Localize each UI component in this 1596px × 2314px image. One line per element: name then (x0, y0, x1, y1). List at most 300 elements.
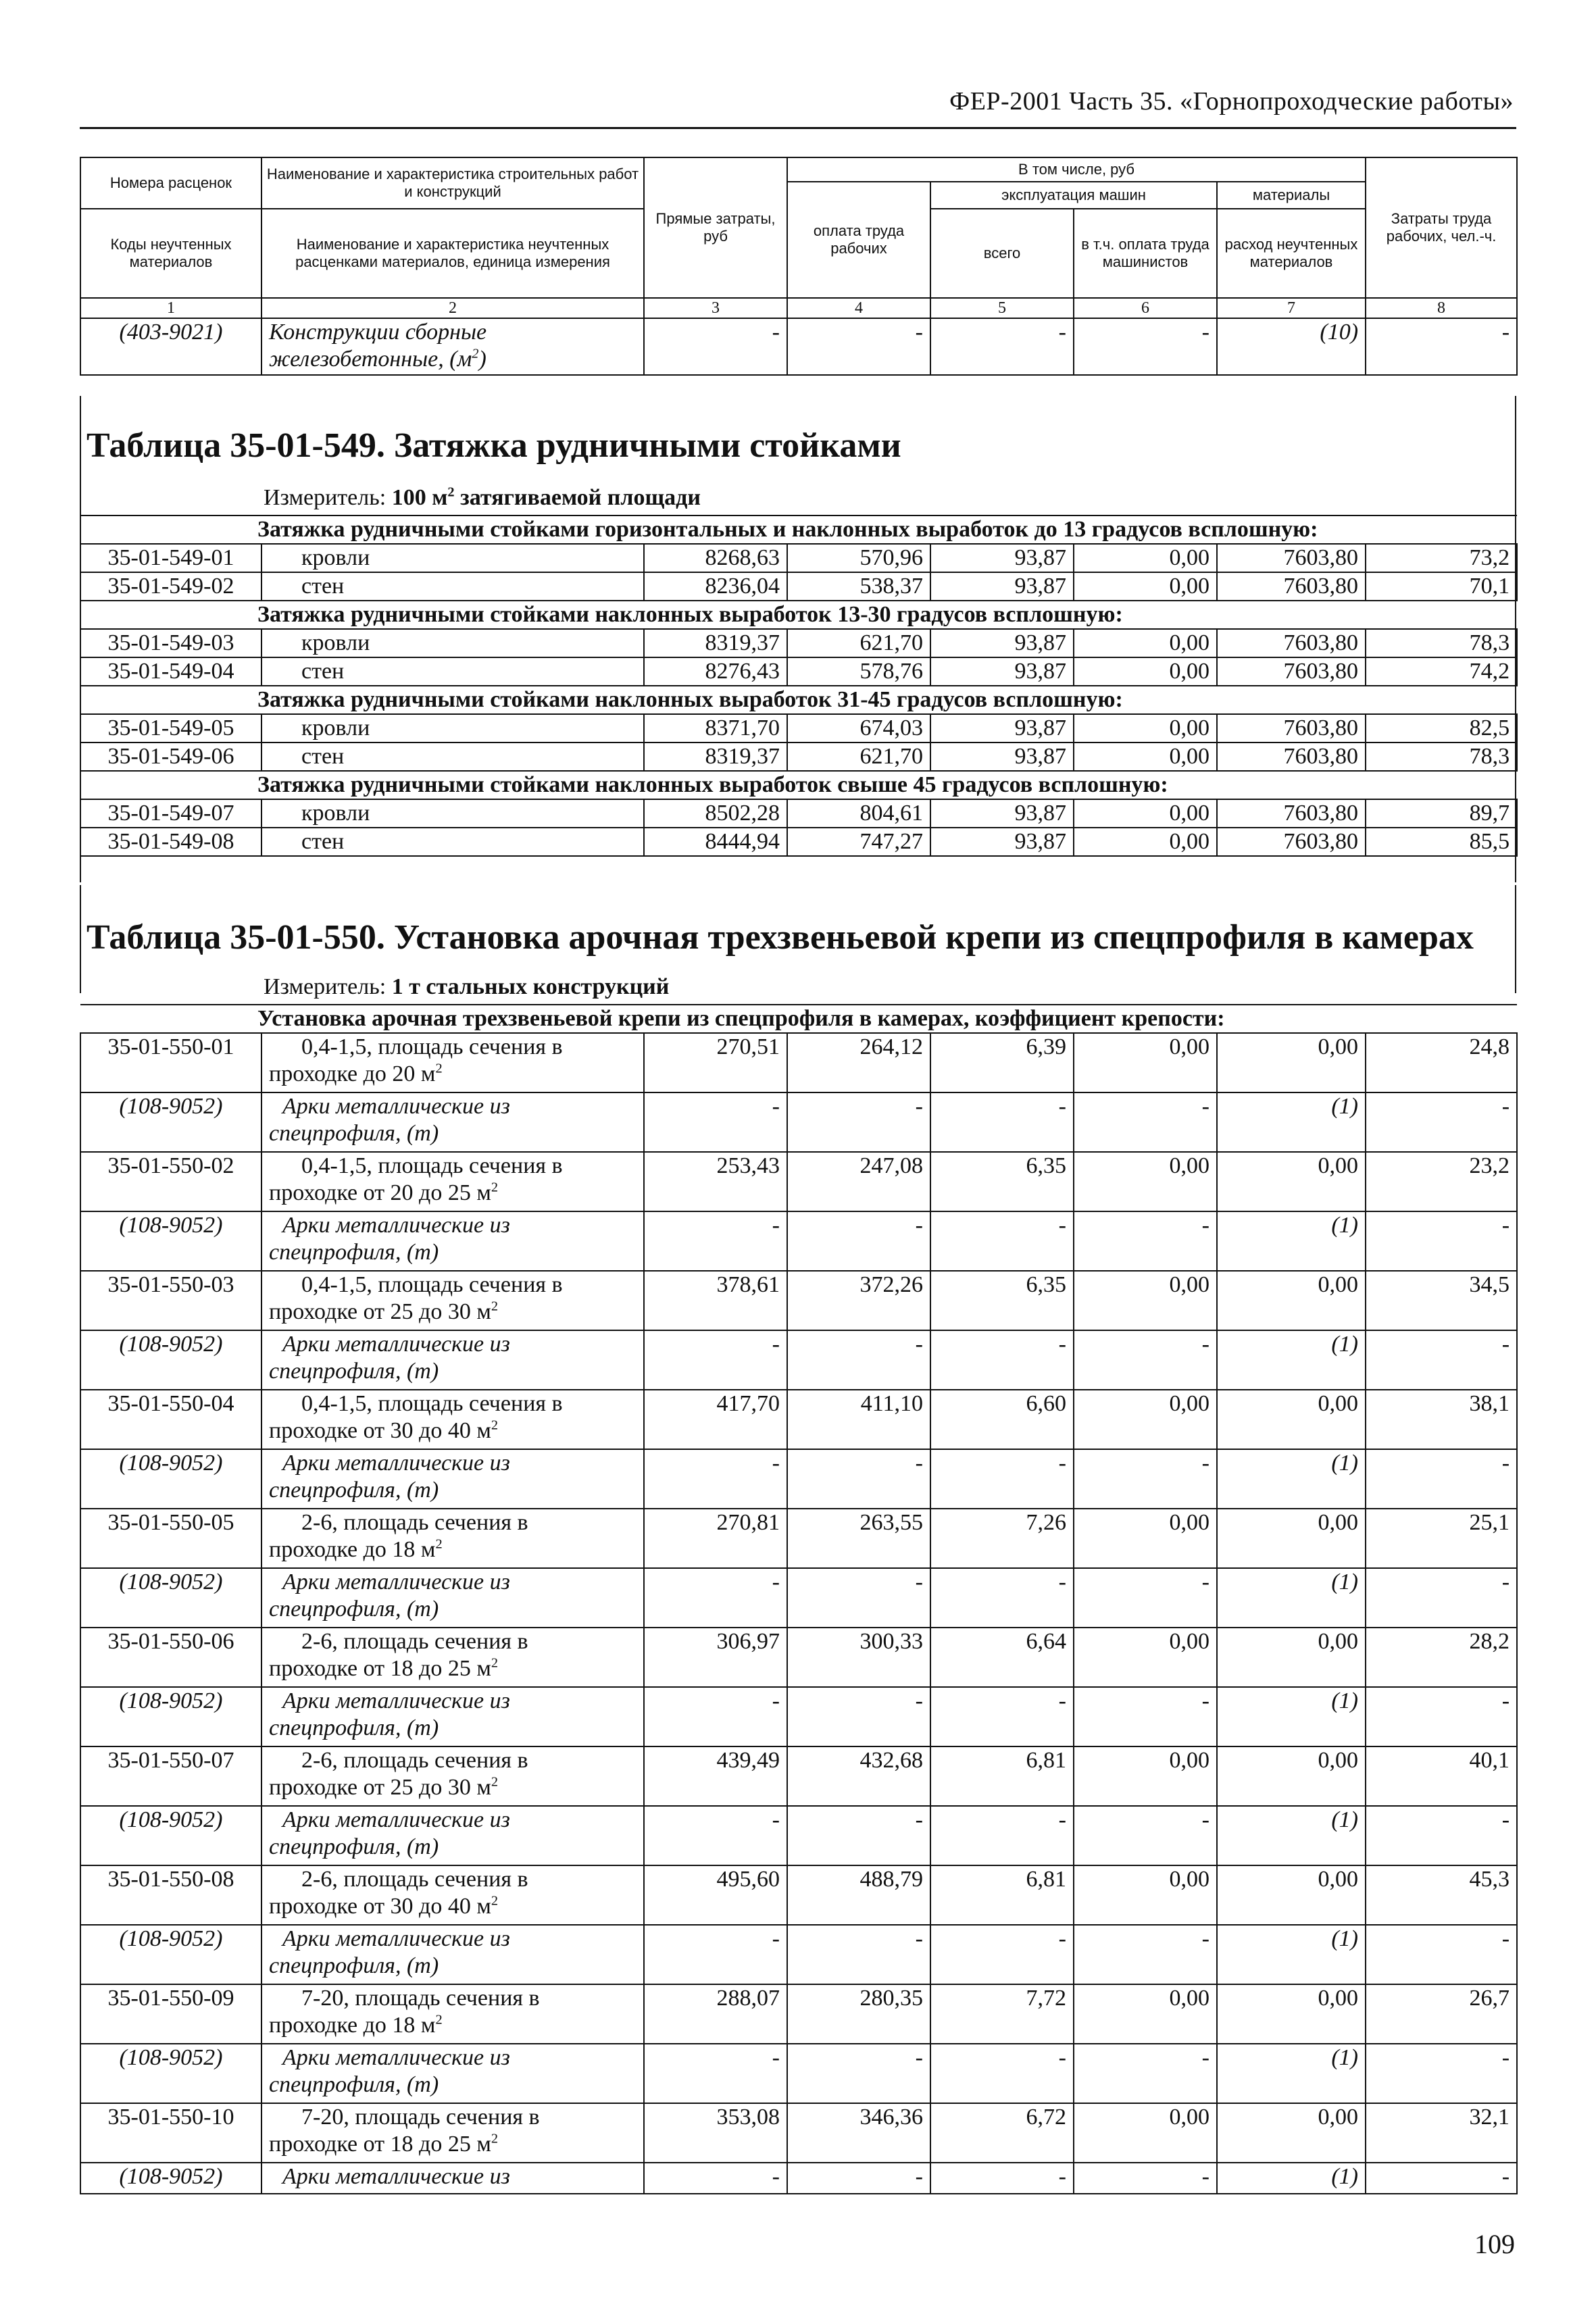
work-name-line (269, 1180, 637, 1207)
header-rule (80, 127, 1516, 129)
material-row (80, 1687, 1517, 1746)
cell-material: 0,00 (1217, 1033, 1366, 1092)
section-title: Затяжка рудничными стойками наклонных выработок свыше 45 градусов всплошную: (80, 771, 1517, 799)
cell-material: (1) (1217, 2163, 1366, 2194)
cell-direct: 8444,94 (644, 828, 787, 856)
cell-pay: 280,35 (787, 1984, 930, 2044)
cell-pay: - (787, 1449, 930, 1509)
cell-machines: - (930, 318, 1074, 375)
superscript: 2 (472, 346, 479, 361)
col-index: 8 (1366, 298, 1517, 318)
cell-material: (1) (1217, 1211, 1366, 1271)
cell-pay: - (787, 1806, 930, 1865)
cell-machines: 93,87 (930, 629, 1074, 657)
cell-machines: 7,26 (930, 1509, 1074, 1568)
cell-material: 0,00 (1217, 1271, 1366, 1330)
superscript: 2 (491, 1417, 499, 1433)
cell-pay: 432,68 (787, 1746, 930, 1806)
material-code: (108-9052) (80, 2163, 261, 2194)
cell-direct: 495,60 (644, 1865, 787, 1925)
cell-labor: - (1366, 2044, 1517, 2103)
material-row (80, 1806, 1517, 1865)
superscript: 2 (491, 1893, 499, 1909)
cell-material: 7603,80 (1217, 657, 1366, 686)
work-name-line: 2-6, площадь сечения в (301, 1510, 528, 1535)
cell-machinist: 0,00 (1074, 743, 1217, 771)
measure-label: Измеритель: (264, 485, 392, 510)
work-name-text: проходке от 25 до 30 м (269, 1299, 491, 1324)
work-name-text: проходке от 18 до 25 м (269, 1656, 491, 1681)
cell-pay: 300,33 (787, 1628, 930, 1687)
cell-machines: 93,87 (930, 572, 1074, 601)
material-name-line: Арки металлические из (282, 1807, 510, 1832)
material-name-line: спецпрофиля, (т) (269, 1478, 439, 1503)
cell-machines: 6,72 (930, 2103, 1074, 2163)
cell-pay: 264,12 (787, 1033, 930, 1092)
material-name-line: Арки металлические из (282, 1569, 510, 1594)
table-row (80, 1509, 1517, 1568)
cell-direct: - (644, 1568, 787, 1628)
table-row (80, 1033, 1517, 1092)
work-name: кровли (261, 714, 644, 743)
cell-direct: 8371,70 (644, 714, 787, 743)
cell-machines: - (930, 1449, 1074, 1509)
material-name (261, 318, 644, 375)
col-index: 1 (80, 298, 261, 318)
cell-labor: 34,5 (1366, 1271, 1517, 1330)
work-name-text: проходке от 20 до 25 м (269, 1180, 491, 1205)
rate-code: 35-01-550-07 (80, 1746, 261, 1806)
cell-pay: 411,10 (787, 1390, 930, 1449)
rate-code: 35-01-550-08 (80, 1865, 261, 1925)
material-name-line: спецпрофиля, (т) (269, 2072, 439, 2097)
col-index: 7 (1217, 298, 1366, 318)
cell-machinist: - (1074, 1925, 1217, 1984)
cell-machinist: - (1074, 2044, 1217, 2103)
table-row (80, 2103, 1517, 2163)
table-row (80, 1152, 1517, 1211)
cell-labor: 25,1 (1366, 1509, 1517, 1568)
material-name-line: спецпрофиля, (т) (269, 1715, 439, 1740)
cell-material: 0,00 (1217, 1509, 1366, 1568)
cell-material: (1) (1217, 1449, 1366, 1509)
work-name-line (269, 1299, 637, 1326)
work-name (261, 1509, 644, 1568)
cell-machinist: 0,00 (1074, 657, 1217, 686)
cell-labor: 78,3 (1366, 629, 1517, 657)
cell-machinist: 0,00 (1074, 828, 1217, 856)
cell-pay: - (787, 1687, 930, 1746)
cell-direct: - (644, 1449, 787, 1509)
cell-labor: 24,8 (1366, 1033, 1517, 1092)
rate-code: 35-01-549-05 (80, 714, 261, 743)
cell-machines: 93,87 (930, 828, 1074, 856)
cell-machinist: - (1074, 1449, 1217, 1509)
col-index: 5 (930, 298, 1074, 318)
superscript: 2 (491, 1299, 499, 1314)
cell-direct: 306,97 (644, 1628, 787, 1687)
cell-machinist: 0,00 (1074, 1984, 1217, 2044)
superscript: 2 (435, 1536, 443, 1552)
material-name (261, 1568, 644, 1628)
rate-code: 35-01-550-04 (80, 1390, 261, 1449)
work-name-line (269, 1536, 637, 1563)
superscript: 2 (435, 2012, 443, 2028)
section-title: Затяжка рудничными стойками наклонных выработок 31-45 градусов всплошную: (80, 686, 1517, 714)
cell-machines: 93,87 (930, 799, 1074, 828)
work-name-line (269, 1655, 637, 1682)
cell-material: (1) (1217, 1330, 1366, 1390)
cell-direct: 378,61 (644, 1271, 787, 1330)
material-row (80, 1330, 1517, 1390)
material-row (80, 2163, 1517, 2194)
col-index: 6 (1074, 298, 1217, 318)
header-labor-costs: Затраты труда рабочих, чел.-ч. (1366, 157, 1517, 298)
header-machines: эксплуатация машин (930, 182, 1217, 209)
cell-pay: - (787, 1211, 930, 1271)
cell-machinist: - (1074, 1330, 1217, 1390)
table-row (80, 572, 1517, 601)
work-name-line (269, 2131, 637, 2158)
cell-material: (1) (1217, 1568, 1366, 1628)
cell-labor: 45,3 (1366, 1865, 1517, 1925)
material-name-line: Арки металлические из (282, 2164, 510, 2189)
cell-material: 0,00 (1217, 1628, 1366, 1687)
rate-code: 35-01-549-03 (80, 629, 261, 657)
work-name: стен (261, 572, 644, 601)
cell-direct: 8276,43 (644, 657, 787, 686)
cell-labor: - (1366, 318, 1517, 375)
cell-material: 0,00 (1217, 1984, 1366, 2044)
cell-material: 0,00 (1217, 1152, 1366, 1211)
section-row (80, 601, 1517, 629)
cell-labor: - (1366, 1925, 1517, 1984)
table-row (80, 1390, 1517, 1449)
cell-machines: 93,87 (930, 714, 1074, 743)
cell-labor: - (1366, 1449, 1517, 1509)
cell-labor: 32,1 (1366, 2103, 1517, 2163)
header-unaccounted-name: Наименование и характеристика неучтенных расценками материалов, единица измерения (261, 209, 644, 298)
work-name-line: 7-20, площадь сечения в (301, 2105, 540, 2130)
cell-machinist: - (1074, 1568, 1217, 1628)
work-name-line: 0,4-1,5, площадь сечения в (301, 1153, 563, 1178)
table-row (80, 799, 1517, 828)
cell-labor: 82,5 (1366, 714, 1517, 743)
cell-labor: 28,2 (1366, 1628, 1517, 1687)
cell-machinist: 0,00 (1074, 1271, 1217, 1330)
header-including: В том числе, руб (787, 157, 1366, 182)
prev-material-row (80, 318, 1517, 375)
cell-machines: - (930, 1568, 1074, 1628)
material-code: (108-9052) (80, 2044, 261, 2103)
material-name-text: железобетонные, (м (269, 347, 472, 372)
section-row (80, 686, 1517, 714)
measure-value: 1 т стальных конструкций (391, 974, 670, 999)
cell-direct: - (644, 1092, 787, 1152)
section-row (80, 515, 1517, 544)
material-name-line: спецпрофиля, (т) (269, 1834, 439, 1859)
rate-code: 35-01-550-01 (80, 1033, 261, 1092)
cell-direct: 439,49 (644, 1746, 787, 1806)
rate-code: 35-01-550-10 (80, 2103, 261, 2163)
cell-direct: 8319,37 (644, 743, 787, 771)
cell-machinist: 0,00 (1074, 544, 1217, 572)
col-index: 4 (787, 298, 930, 318)
work-name-text: проходке до 20 м (269, 1061, 436, 1086)
material-name (261, 1449, 644, 1509)
work-name (261, 1152, 644, 1211)
cell-machinist: 0,00 (1074, 1509, 1217, 1568)
material-name (261, 1211, 644, 1271)
cell-pay: 247,08 (787, 1152, 930, 1211)
section-title: Затяжка рудничными стойками наклонных выработок 13-30 градусов всплошную: (80, 601, 1517, 629)
cell-pay: - (787, 1925, 930, 1984)
page-header: ФЕР-2001 Часть 35. «Горнопроходческие работы» (949, 87, 1514, 116)
rate-code: 35-01-549-07 (80, 799, 261, 828)
cell-labor: 89,7 (1366, 799, 1517, 828)
cell-direct: 8236,04 (644, 572, 787, 601)
rate-code: 35-01-549-02 (80, 572, 261, 601)
work-name (261, 1271, 644, 1330)
cell-machines: - (930, 1211, 1074, 1271)
material-name-line: Арки металлические из (282, 2045, 510, 2070)
header-direct-costs: Прямые затраты, руб (644, 157, 787, 298)
material-name-line: Конструкции сборные (269, 320, 487, 345)
table-549 (80, 515, 1518, 857)
cell-material: 0,00 (1217, 2103, 1366, 2163)
cell-machines: 93,87 (930, 544, 1074, 572)
header-work-name: Наименование и характеристика строительных работ и конструкций (261, 157, 644, 209)
cell-material: 7603,80 (1217, 743, 1366, 771)
material-name-text: ) (478, 347, 487, 372)
cell-machines: 93,87 (930, 657, 1074, 686)
cell-labor: - (1366, 1211, 1517, 1271)
cell-machinist: - (1074, 1092, 1217, 1152)
cell-labor: - (1366, 1806, 1517, 1865)
cell-labor: - (1366, 1092, 1517, 1152)
cell-machinist: 0,00 (1074, 799, 1217, 828)
rate-code: 35-01-549-06 (80, 743, 261, 771)
cell-material: 7603,80 (1217, 544, 1366, 572)
cell-material: 7603,80 (1217, 629, 1366, 657)
work-name-text: проходке от 30 до 40 м (269, 1418, 491, 1443)
superscript: 2 (491, 1774, 499, 1790)
material-name-line: спецпрофиля, (т) (269, 1953, 439, 1978)
work-name-line: 2-6, площадь сечения в (301, 1748, 528, 1773)
table-row (80, 1865, 1517, 1925)
cell-direct: - (644, 1925, 787, 1984)
rate-code: 35-01-550-09 (80, 1984, 261, 2044)
column-header-table (80, 157, 1518, 376)
material-name-line: Арки металлические из (282, 1926, 510, 1951)
cell-material: 0,00 (1217, 1746, 1366, 1806)
work-name-line (269, 1774, 637, 1801)
cell-machines: 6,35 (930, 1271, 1074, 1330)
cell-labor: - (1366, 1687, 1517, 1746)
work-name: стен (261, 657, 644, 686)
cell-direct: - (644, 1806, 787, 1865)
table-550 (80, 1004, 1518, 2194)
work-name (261, 1628, 644, 1687)
material-name-line (269, 346, 637, 373)
table-row (80, 743, 1517, 771)
table-550-measure (264, 974, 669, 1000)
cell-material: (1) (1217, 1092, 1366, 1152)
cell-machinist: 0,00 (1074, 2103, 1217, 2163)
table-row (80, 828, 1517, 856)
work-name (261, 2103, 644, 2163)
cell-machinist: 0,00 (1074, 1033, 1217, 1092)
superscript: 2 (491, 1655, 499, 1671)
cell-machines: 6,39 (930, 1033, 1074, 1092)
table-row (80, 657, 1517, 686)
cell-pay: 346,36 (787, 2103, 930, 2163)
cell-pay: 621,70 (787, 629, 930, 657)
rate-code: 35-01-549-01 (80, 544, 261, 572)
table-row (80, 1984, 1517, 2044)
superscript: 2 (447, 484, 455, 500)
material-code: (108-9052) (80, 1806, 261, 1865)
material-name (261, 2044, 644, 2103)
cell-direct: 353,08 (644, 2103, 787, 2163)
cell-direct: - (644, 1211, 787, 1271)
cell-labor: 23,2 (1366, 1152, 1517, 1211)
material-row (80, 1568, 1517, 1628)
section-title: Установка арочная трехзвеньевой крепи из спецпрофиля в камерах, коэффициент крепости: (80, 1005, 1517, 1033)
cell-machines: 6,81 (930, 1746, 1074, 1806)
material-name (261, 1687, 644, 1746)
material-row (80, 1092, 1517, 1152)
cell-machines: - (930, 1925, 1074, 1984)
material-name-line: Арки металлические из (282, 1094, 510, 1119)
cell-material: 0,00 (1217, 1865, 1366, 1925)
material-code: (108-9052) (80, 1092, 261, 1152)
rate-code: 35-01-550-03 (80, 1271, 261, 1330)
cell-machines: 6,60 (930, 1390, 1074, 1449)
cell-material: 0,00 (1217, 1390, 1366, 1449)
cell-material: 7603,80 (1217, 799, 1366, 828)
work-name-text: проходке до 18 м (269, 1537, 436, 1562)
rate-code: 35-01-550-05 (80, 1509, 261, 1568)
measure-label: Измеритель: (264, 974, 392, 999)
cell-direct: - (644, 318, 787, 375)
material-code: (108-9052) (80, 1568, 261, 1628)
table-550-title: Таблица 35-01-550. Установка арочная трехзвеньевой крепи из спецпрофиля в камерах (86, 918, 1474, 957)
header-machinist-pay: в т.ч. оплата труда машинистов (1074, 209, 1217, 298)
table-row (80, 1746, 1517, 1806)
cell-pay: 488,79 (787, 1865, 930, 1925)
work-name-line (269, 1061, 637, 1088)
cell-machinist: 0,00 (1074, 572, 1217, 601)
cell-direct: 253,43 (644, 1152, 787, 1211)
work-name-text: проходке от 18 до 25 м (269, 2132, 491, 2157)
cell-machinist: 0,00 (1074, 1390, 1217, 1449)
cell-material: 7603,80 (1217, 828, 1366, 856)
cell-labor: 85,5 (1366, 828, 1517, 856)
work-name (261, 1033, 644, 1092)
cell-material: (10) (1217, 318, 1366, 375)
cell-pay: 747,27 (787, 828, 930, 856)
cell-pay: 263,55 (787, 1509, 930, 1568)
cell-labor: 78,3 (1366, 743, 1517, 771)
material-name-line: Арки металлические из (282, 1451, 510, 1476)
work-name (261, 1746, 644, 1806)
cell-machinist: - (1074, 1806, 1217, 1865)
work-name-line (269, 2012, 637, 2039)
cell-machinist: 0,00 (1074, 1152, 1217, 1211)
material-name-line: спецпрофиля, (т) (269, 1596, 439, 1621)
cell-machinist: 0,00 (1074, 629, 1217, 657)
work-name (261, 1865, 644, 1925)
work-name: стен (261, 828, 644, 856)
measure-value (392, 485, 701, 510)
material-name-line: спецпрофиля, (т) (269, 1240, 439, 1265)
work-name-line (269, 1417, 637, 1444)
cell-machinist: - (1074, 318, 1217, 375)
table-row (80, 714, 1517, 743)
cell-machines: - (930, 2044, 1074, 2103)
cell-direct: - (644, 2044, 787, 2103)
cell-machines: 93,87 (930, 743, 1074, 771)
work-name: кровли (261, 544, 644, 572)
table-row (80, 544, 1517, 572)
table-row (80, 1628, 1517, 1687)
work-name-text: проходке до 18 м (269, 2013, 436, 2038)
header-worker-pay: оплата труда рабочих (787, 182, 930, 298)
cell-machinist: 0,00 (1074, 714, 1217, 743)
cell-machines: 7,72 (930, 1984, 1074, 2044)
cell-direct: - (644, 1687, 787, 1746)
cell-pay: 621,70 (787, 743, 930, 771)
cell-pay: 578,76 (787, 657, 930, 686)
work-name-line: 0,4-1,5, площадь сечения в (301, 1034, 563, 1059)
cell-direct: - (644, 1330, 787, 1390)
col-index: 3 (644, 298, 787, 318)
material-name (261, 1925, 644, 1984)
cell-machines: - (930, 1092, 1074, 1152)
table-549-title: Таблица 35-01-549. Затяжка рудничными стойками (86, 426, 901, 465)
cell-direct: 8319,37 (644, 629, 787, 657)
table-row (80, 629, 1517, 657)
cell-machines: 6,81 (930, 1865, 1074, 1925)
rate-code: 35-01-549-08 (80, 828, 261, 856)
header-rate-numbers: Номера расценок (80, 157, 261, 209)
cell-labor: 74,2 (1366, 657, 1517, 686)
cell-pay: 674,03 (787, 714, 930, 743)
material-name (261, 1092, 644, 1152)
material-row (80, 2044, 1517, 2103)
work-name-text: проходке от 30 до 40 м (269, 1894, 491, 1919)
material-code: (108-9052) (80, 1211, 261, 1271)
cell-direct: 270,81 (644, 1509, 787, 1568)
work-name-text: проходке от 25 до 30 м (269, 1775, 491, 1800)
cell-direct: 8268,63 (644, 544, 787, 572)
cell-labor: - (1366, 1330, 1517, 1390)
cell-pay: - (787, 1330, 930, 1390)
work-name-line: 0,4-1,5, площадь сечения в (301, 1391, 563, 1416)
cell-machines: 6,35 (930, 1152, 1074, 1211)
cell-pay: - (787, 1092, 930, 1152)
cell-machinist: - (1074, 2163, 1217, 2194)
cell-machinist: 0,00 (1074, 1628, 1217, 1687)
cell-direct: 288,07 (644, 1984, 787, 2044)
cell-labor: - (1366, 1568, 1517, 1628)
material-code: (403-9021) (80, 318, 261, 375)
superscript: 2 (435, 1061, 443, 1076)
cell-labor: 26,7 (1366, 1984, 1517, 2044)
material-code: (108-9052) (80, 1449, 261, 1509)
work-name-line: 0,4-1,5, площадь сечения в (301, 1272, 563, 1297)
